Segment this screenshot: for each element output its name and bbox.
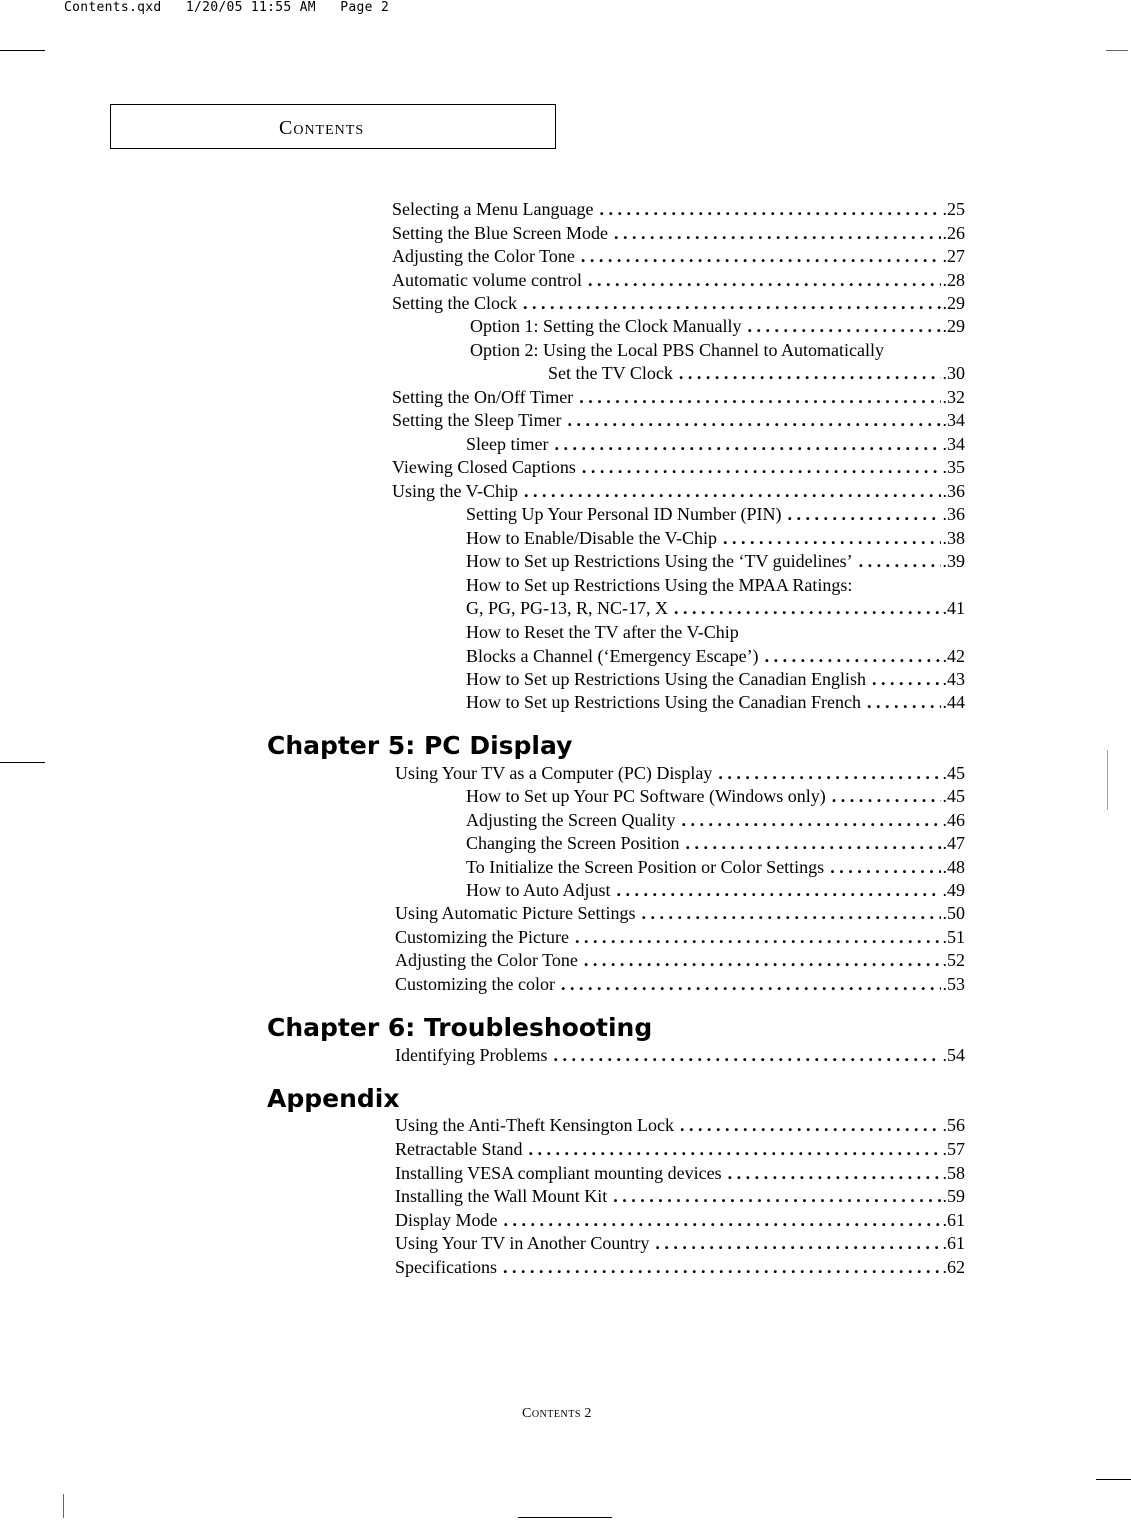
toc-entry-page: .61 — [942, 1210, 965, 1230]
toc-entry-page: .53 — [942, 974, 965, 994]
footer-label: Contents — [522, 1406, 581, 1421]
toc-entry-page: .28 — [942, 270, 965, 290]
toc-entry — [392, 245, 965, 268]
dot-leader — [867, 691, 941, 714]
toc-entry — [395, 949, 965, 972]
toc-entry-title: Setting Up Your Personal ID Number (PIN) — [466, 504, 782, 524]
dot-leader — [584, 949, 941, 972]
toc-entry-title: Using the Anti-Theft Kensington Lock — [395, 1115, 674, 1135]
toc-entry — [392, 198, 965, 221]
toc-entry-title: Customizing the color — [395, 974, 555, 994]
toc-entry — [392, 269, 965, 292]
toc-entry-title: Changing the Screen Position — [466, 833, 680, 853]
toc-entry — [392, 222, 965, 245]
toc-entry-title: Viewing Closed Captions — [392, 457, 576, 477]
toc-entry-title: Option 1: Setting the Clock Manually — [470, 316, 742, 336]
toc-entry — [395, 926, 965, 949]
toc-entry-title: Selecting a Menu Language — [392, 199, 594, 219]
dot-leader — [528, 1138, 940, 1161]
toc-entry-title: Display Mode — [395, 1210, 498, 1230]
toc-entry-title: How to Set up Restrictions Using the Canadian English — [466, 669, 866, 689]
toc-entry — [395, 1256, 965, 1279]
toc-entry-page: .34 — [942, 434, 965, 454]
dot-leader — [582, 456, 941, 479]
toc-entry-title: Identifying Problems — [395, 1045, 548, 1065]
dot-leader — [561, 973, 941, 996]
toc-entry-page: .29 — [942, 293, 965, 313]
toc-entry-title: Set the TV Clock — [548, 363, 673, 383]
toc-entry-title: To Initialize the Screen Position or Color Settings — [466, 857, 825, 877]
toc-entry — [395, 1162, 965, 1185]
toc-entry-page: .35 — [942, 457, 965, 477]
toc-entry — [395, 1138, 965, 1161]
toc-entry-title: Adjusting the Screen Quality — [466, 810, 676, 830]
dot-leader — [581, 245, 941, 268]
toc-entry — [466, 550, 965, 573]
toc-entry — [470, 339, 965, 362]
toc-entry-page: .30 — [942, 363, 965, 383]
dot-leader — [575, 926, 941, 949]
dot-leader — [728, 1162, 941, 1185]
toc-entry — [395, 1209, 965, 1232]
toc-entry — [470, 315, 965, 338]
chapter-heading: Chapter 5: PC Display — [267, 731, 573, 760]
dot-leader — [554, 433, 940, 456]
dot-leader — [588, 269, 941, 292]
toc-entry — [466, 621, 965, 644]
dot-leader — [642, 902, 941, 925]
toc-entry-page: .39 — [942, 551, 965, 571]
crop-mark-bottom-center — [518, 1517, 612, 1518]
toc-entry — [392, 292, 965, 315]
toc-entry-title: Automatic volume control — [392, 270, 582, 290]
toc-entry-page: .52 — [942, 950, 965, 970]
toc-entry-title: How to Set up Restrictions Using the ‘TV guidelines’ — [466, 551, 853, 571]
toc-entry-page: .57 — [942, 1139, 965, 1159]
toc-entry-page: .43 — [942, 669, 965, 689]
dot-leader — [718, 762, 940, 785]
toc-entry-title: Using Your TV in Another Country — [395, 1233, 650, 1253]
dot-leader — [681, 809, 940, 832]
toc-entry-page: .44 — [942, 692, 965, 712]
toc-entry-page: .50 — [942, 903, 965, 923]
toc-entry — [466, 785, 965, 808]
toc-entry-title: Customizing the Picture — [395, 927, 569, 947]
toc-entry — [395, 902, 965, 925]
dot-leader — [617, 879, 941, 902]
dot-leader — [832, 785, 941, 808]
toc-entry-page: .47 — [942, 833, 965, 853]
toc-entry — [466, 645, 965, 668]
dot-leader — [674, 597, 940, 620]
dot-leader — [723, 527, 941, 550]
slug-line: Contents.qxd 1/20/05 11:55 AM Page 2 — [64, 0, 390, 15]
toc-entry-page: .29 — [942, 316, 965, 336]
toc-entry — [392, 386, 965, 409]
toc-entry — [548, 362, 965, 385]
dot-leader — [685, 832, 940, 855]
toc-entry-page: .45 — [942, 763, 965, 783]
toc-entry-title: Adjusting the Color Tone — [392, 246, 575, 266]
toc-entry-title: How to Enable/Disable the V-Chip — [466, 528, 717, 548]
toc-entry-page: .27 — [942, 246, 965, 266]
toc-entry-page: .32 — [942, 387, 965, 407]
toc-entry — [395, 1044, 965, 1067]
toc-entry — [395, 1185, 965, 1208]
toc-entry-title: G, PG, PG-13, R, NC-17, X — [466, 598, 669, 618]
toc-entry-title: Setting the Sleep Timer — [392, 410, 562, 430]
toc-entry-title: Retractable Stand — [395, 1139, 523, 1159]
toc-entry — [466, 503, 965, 526]
toc-entry-page: .56 — [942, 1115, 965, 1135]
crop-mark-top-left — [0, 50, 45, 51]
dot-leader — [655, 1232, 940, 1255]
crop-mark-right-tick — [1107, 750, 1108, 810]
toc-entry-title: How to Auto Adjust — [466, 880, 611, 900]
toc-entry — [466, 597, 965, 620]
contents-header-box — [110, 104, 556, 149]
toc-entry — [466, 668, 965, 691]
dot-leader — [787, 503, 940, 526]
toc-entry — [466, 832, 965, 855]
toc-entry-page: .62 — [942, 1257, 965, 1277]
toc-entry-page: .25 — [942, 199, 965, 219]
toc-entry — [466, 809, 965, 832]
toc-entry-page: .36 — [942, 504, 965, 524]
toc-entry-title: Using Automatic Picture Settings — [395, 903, 636, 923]
contents-header-title: Contents — [279, 117, 365, 139]
toc-entry-page: .26 — [942, 223, 965, 243]
dot-leader — [872, 668, 941, 691]
toc-entry — [466, 574, 965, 597]
dot-leader — [523, 292, 941, 315]
toc-entry-title: Option 2: Using the Local PBS Channel to Automatically — [470, 340, 884, 360]
toc-entry — [466, 856, 965, 879]
toc-entry-page: .48 — [942, 857, 965, 877]
dot-leader — [503, 1256, 941, 1279]
toc-entry-page: .58 — [942, 1163, 965, 1183]
toc-entry-page: .42 — [942, 646, 965, 666]
toc-entry — [466, 879, 965, 902]
toc-entry — [466, 433, 965, 456]
toc-entry-page: .61 — [942, 1233, 965, 1253]
toc-entry-title: How to Set up Your PC Software (Windows only) — [466, 786, 826, 806]
toc-entry-page: .59 — [942, 1186, 965, 1206]
dot-leader — [747, 315, 940, 338]
toc-entry-page: .34 — [942, 410, 965, 430]
toc-entry — [395, 762, 965, 785]
toc-entry — [392, 409, 965, 432]
dot-leader — [679, 362, 941, 385]
dot-leader — [614, 222, 941, 245]
toc-entry-title: How to Set up Restrictions Using the Canadian French — [466, 692, 861, 712]
toc-entry-title: Specifications — [395, 1257, 497, 1277]
crop-mark-mid-left — [0, 762, 45, 763]
toc-entry-page: .49 — [942, 880, 965, 900]
footer-page-number: 2 — [584, 1406, 592, 1421]
toc-entry-page: .36 — [942, 481, 965, 501]
toc-entry — [395, 1232, 965, 1255]
dot-leader — [504, 1209, 941, 1232]
toc-entry-page: .51 — [942, 927, 965, 947]
toc-entry-title: Sleep timer — [466, 434, 549, 454]
toc-entry-title: Blocks a Channel (‘Emergency Escape’) — [466, 646, 759, 666]
chapter-heading: Appendix — [267, 1084, 400, 1113]
dot-leader — [765, 645, 941, 668]
toc-entry-title: Setting the On/Off Timer — [392, 387, 574, 407]
toc-entry — [392, 456, 965, 479]
toc-entry-page: .46 — [942, 810, 965, 830]
dot-leader — [553, 1044, 940, 1067]
chapter-heading: Chapter 6: Troubleshooting — [267, 1013, 653, 1042]
dot-leader — [680, 1114, 941, 1137]
toc-entry-title: How to Set up Restrictions Using the MPAA Ratings: — [466, 575, 853, 595]
dot-leader — [568, 409, 941, 432]
dot-leader — [579, 386, 940, 409]
toc-entry — [392, 480, 965, 503]
dot-leader — [613, 1185, 940, 1208]
crop-mark-bottom-right — [1096, 1479, 1131, 1480]
toc-entry-title: Using Your TV as a Computer (PC) Display — [395, 763, 713, 783]
toc-entry — [466, 527, 965, 550]
toc-entry-page: .38 — [942, 528, 965, 548]
page-footer — [522, 1406, 591, 1422]
toc-entry-page: .41 — [942, 598, 965, 618]
toc-entry — [466, 691, 965, 714]
toc-entry-title: Installing VESA compliant mounting devices — [395, 1163, 722, 1183]
toc-entry-title: How to Reset the TV after the V-Chip — [466, 622, 739, 642]
toc-entry-page: .54 — [942, 1045, 965, 1065]
toc-entry-title: Using the V-Chip — [392, 481, 519, 501]
toc-entry — [395, 1114, 965, 1137]
toc-entry-page: .45 — [942, 786, 965, 806]
dot-leader — [859, 550, 941, 573]
toc-entry — [395, 973, 965, 996]
dot-leader — [830, 856, 940, 879]
dot-leader — [524, 480, 940, 503]
crop-mark-bottom-left-tick — [63, 1494, 64, 1518]
toc-entry-title: Setting the Clock — [392, 293, 517, 313]
crop-mark-top-right — [1106, 50, 1128, 51]
toc-entry-title: Setting the Blue Screen Mode — [392, 223, 608, 243]
toc-entry-title: Installing the Wall Mount Kit — [395, 1186, 608, 1206]
dot-leader — [599, 198, 940, 221]
toc-entry-title: Adjusting the Color Tone — [395, 950, 578, 970]
